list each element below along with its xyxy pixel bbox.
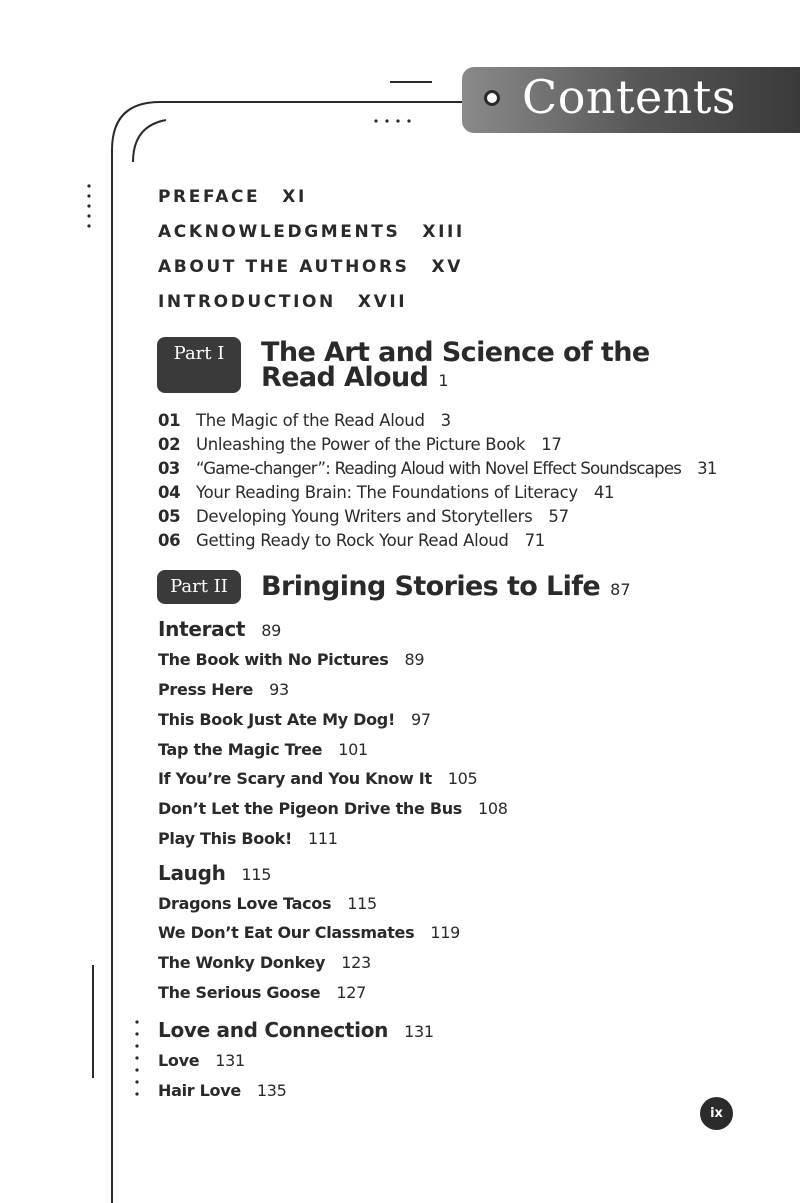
chapter-number: 02: [158, 435, 181, 454]
book-page: 127: [336, 983, 366, 1002]
book-page: 123: [341, 953, 371, 972]
book-title: Hair Love: [158, 1081, 241, 1100]
toc-entry-preface[interactable]: [158, 187, 307, 207]
book-page: 89: [404, 650, 425, 669]
chapter-number: 01: [158, 411, 181, 430]
book-title: This Book Just Ate My Dog!: [158, 710, 395, 729]
chapter-title: Unleashing the Power of the Picture Book: [196, 435, 526, 454]
book-page: 111: [308, 829, 338, 848]
toc-entry-acknowledgments[interactable]: [158, 222, 465, 242]
part-2-title-text: Bringing Stories to Life: [261, 571, 601, 602]
book-entry[interactable]: [158, 799, 508, 818]
section-title: Interact: [158, 617, 246, 641]
part-1-title[interactable]: [261, 337, 650, 393]
book-title: The Wonky Donkey: [158, 953, 326, 972]
section-heading[interactable]: [158, 617, 281, 641]
chapter-title: Your Reading Brain: The Foundations of Literacy: [196, 483, 578, 502]
entry-label: INTRODUCTION: [158, 292, 336, 312]
part-2-title[interactable]: [261, 571, 631, 602]
chapter-number: 03: [158, 459, 180, 478]
chapter-entry[interactable]: [158, 459, 717, 478]
entry-page: XV: [431, 257, 463, 277]
book-page: 131: [215, 1051, 245, 1070]
part-1-page: 1: [438, 371, 449, 390]
book-entry[interactable]: [158, 650, 424, 669]
book-entry[interactable]: [158, 829, 338, 848]
part-2-badge: Part II: [157, 570, 241, 604]
book-title: Press Here: [158, 680, 254, 699]
book-title: Play This Book!: [158, 829, 293, 848]
book-title: Love: [158, 1051, 200, 1070]
book-entry[interactable]: [158, 983, 366, 1002]
chapter-entry[interactable]: [158, 411, 451, 430]
section-title: Laugh: [158, 861, 226, 885]
part-1-badge: Part I: [157, 337, 241, 393]
chapter-title: Getting Ready to Rock Your Read Aloud: [196, 531, 509, 550]
book-page: 135: [256, 1081, 287, 1100]
entry-page: XI: [282, 187, 307, 207]
entry-label: PREFACE: [158, 187, 261, 207]
chapter-page: 57: [548, 507, 569, 526]
part-1-title-line2-wrap: [261, 362, 650, 393]
section-heading[interactable]: [158, 861, 271, 885]
chapter-entry[interactable]: [158, 483, 614, 502]
entry-page: XVII: [357, 292, 408, 312]
book-entry[interactable]: [158, 1081, 287, 1100]
frame-left-dots: [87, 184, 90, 227]
book-entry[interactable]: [158, 953, 371, 972]
entry-page: XIII: [422, 222, 465, 242]
book-title: Tap the Magic Tree: [158, 740, 323, 759]
frame-lower-dots: [135, 1020, 138, 1095]
chapter-entry[interactable]: [158, 435, 562, 454]
chapter-entry[interactable]: [158, 531, 545, 550]
book-title: Dragons Love Tacos: [158, 894, 332, 913]
chapter-number: 04: [158, 483, 181, 502]
chapter-number: 05: [158, 507, 181, 526]
book-page: 97: [410, 710, 431, 729]
chapter-page: 71: [524, 531, 545, 550]
chapter-title: Developing Young Writers and Storytellers: [196, 507, 533, 526]
part-1-title-line2: Read Aloud: [261, 362, 429, 393]
chapter-page: 41: [593, 483, 615, 502]
book-title: The Serious Goose: [158, 983, 321, 1002]
book-page: 93: [269, 680, 289, 699]
book-entry[interactable]: [158, 710, 431, 729]
book-entry[interactable]: [158, 769, 477, 788]
book-page: 115: [347, 894, 377, 913]
part-2-page: 87: [610, 580, 631, 599]
book-entry[interactable]: [158, 894, 377, 913]
entry-label: ABOUT THE AUTHORS: [158, 257, 410, 277]
book-title: Don’t Let the Pigeon Drive the Bus: [158, 799, 463, 818]
book-page: 101: [338, 740, 368, 759]
entry-label: ACKNOWLEDGMENTS: [158, 222, 401, 242]
frame-inner-arc: [133, 120, 166, 162]
section-page: 89: [261, 621, 281, 640]
book-page: 108: [478, 799, 508, 818]
book-entry[interactable]: [158, 740, 368, 759]
toc-entry-about-authors[interactable]: [158, 257, 463, 277]
frame-top-dots: [374, 119, 410, 122]
part-1-title-line1: The Art and Science of the: [261, 337, 650, 368]
book-page: 105: [447, 769, 478, 788]
toc-entry-introduction[interactable]: [158, 292, 407, 312]
page-number-badge: ix: [700, 1097, 733, 1130]
book-entry[interactable]: [158, 680, 289, 699]
book-title: If You’re Scary and You Know It: [158, 769, 432, 788]
chapter-title: “Game-changer”: Reading Aloud with Novel Effect Soundscapes: [196, 459, 682, 478]
page-title: Contents: [522, 70, 736, 124]
book-entry[interactable]: [158, 1051, 245, 1070]
chapter-title: The Magic of the Read Aloud: [196, 411, 425, 430]
header-circle-icon: [484, 90, 500, 106]
chapter-entry[interactable]: [158, 507, 569, 526]
chapter-page: 31: [697, 459, 717, 478]
section-page: 131: [404, 1022, 434, 1041]
book-entry[interactable]: [158, 923, 460, 942]
chapter-number: 06: [158, 531, 181, 550]
section-title: Love and Connection: [158, 1018, 389, 1042]
section-page: 115: [241, 865, 272, 884]
chapter-page: 17: [541, 435, 562, 454]
book-title: We Don’t Eat Our Classmates: [158, 923, 415, 942]
chapter-page: 3: [440, 411, 451, 430]
book-title: The Book with No Pictures: [158, 650, 389, 669]
book-page: 119: [430, 923, 460, 942]
section-heading[interactable]: [158, 1018, 434, 1042]
